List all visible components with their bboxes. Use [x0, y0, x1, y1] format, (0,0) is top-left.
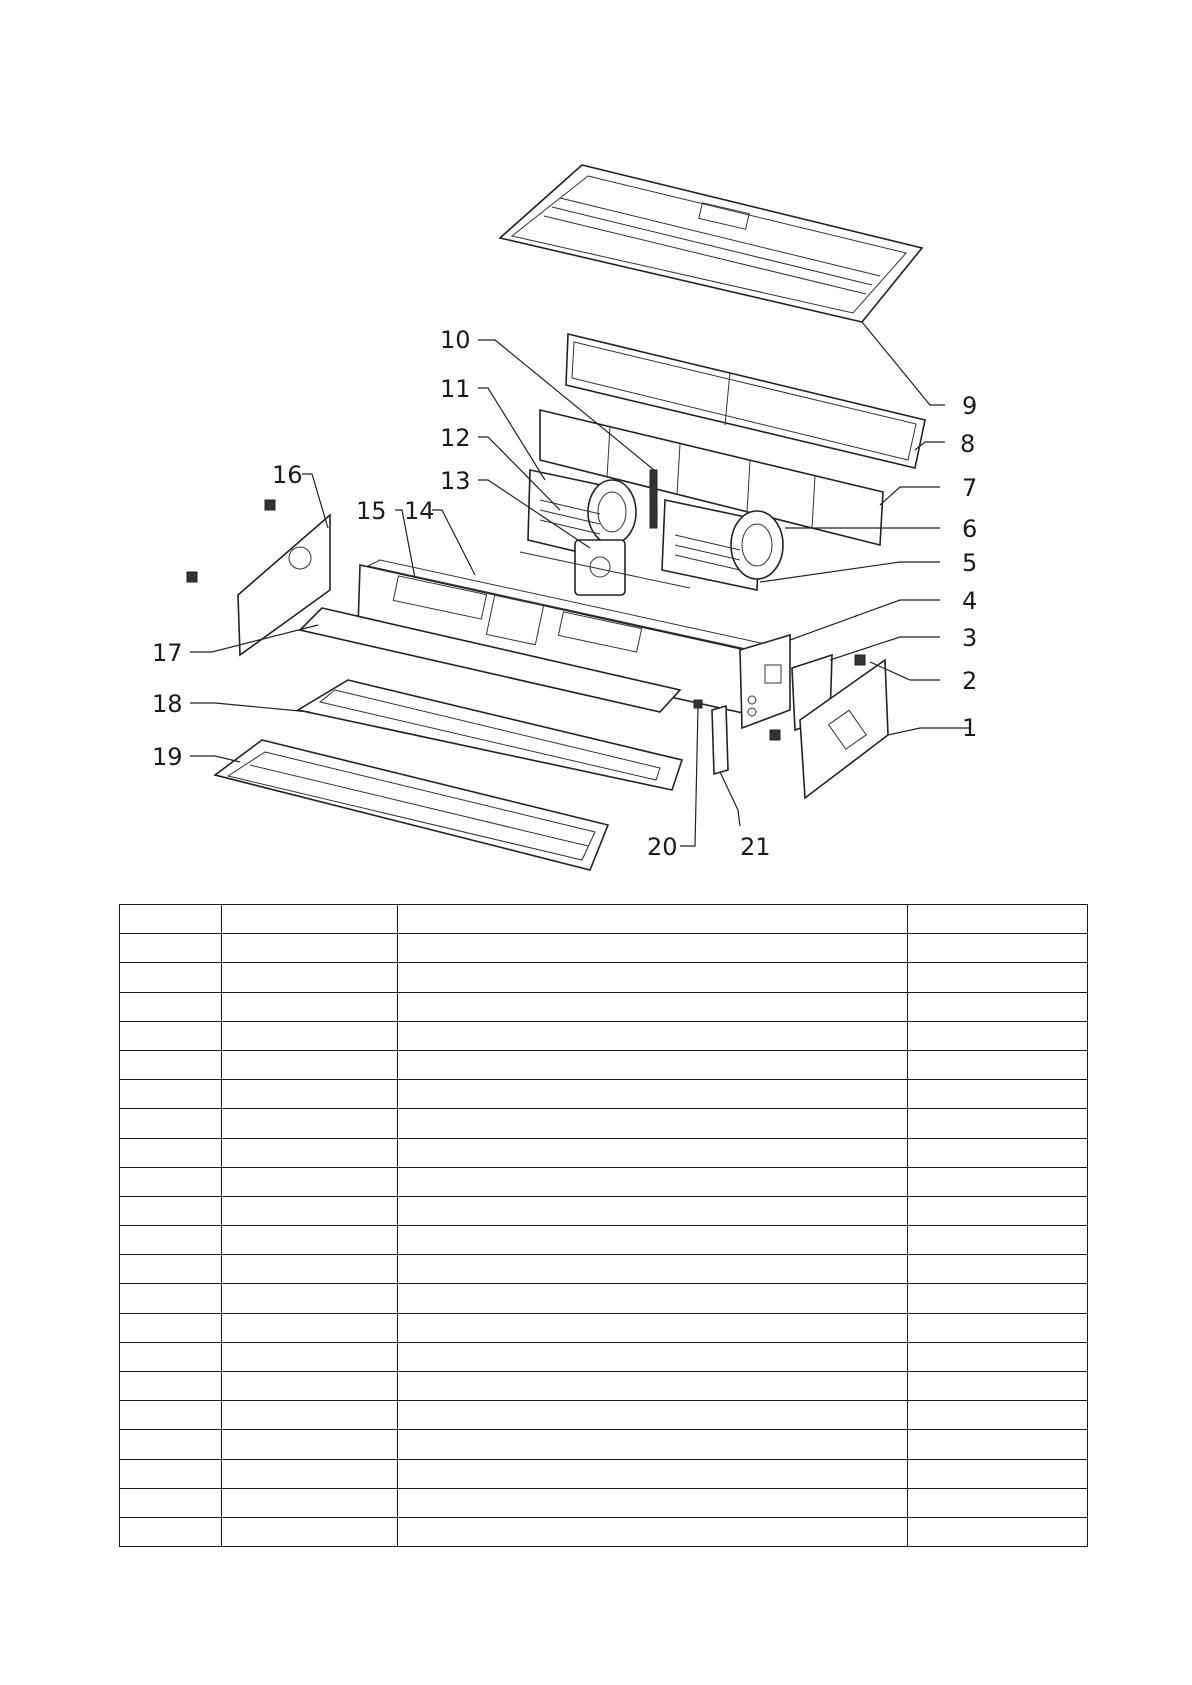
table-cell — [908, 1167, 1088, 1196]
table-cell — [222, 1313, 398, 1342]
table-cell — [908, 1226, 1088, 1255]
table-cell — [120, 1050, 222, 1079]
table-cell — [908, 1080, 1088, 1109]
table-cell — [120, 1167, 222, 1196]
table-row — [120, 1430, 1088, 1459]
callout-9: 9 — [962, 392, 978, 420]
table-row — [120, 1021, 1088, 1050]
callout-15: 15 — [356, 497, 387, 525]
table-row — [120, 1342, 1088, 1371]
table-cell — [222, 1488, 398, 1517]
table-cell — [398, 1167, 908, 1196]
table-cell — [120, 1284, 222, 1313]
table-cell — [222, 934, 398, 963]
table-cell — [908, 992, 1088, 1021]
table-cell — [398, 1109, 908, 1138]
table-cell — [398, 1196, 908, 1225]
right-blower-part — [662, 500, 783, 590]
table-cell — [120, 905, 222, 934]
table-row — [120, 1255, 1088, 1284]
table-cell — [398, 1488, 908, 1517]
top-panel-part — [500, 165, 922, 322]
table-cell — [222, 1050, 398, 1079]
table-cell — [222, 1517, 398, 1546]
callout-2: 2 — [962, 667, 978, 695]
table-cell — [120, 934, 222, 963]
table-cell — [222, 905, 398, 934]
table-row — [120, 1226, 1088, 1255]
table-cell — [908, 1459, 1088, 1488]
table-cell — [398, 1342, 908, 1371]
table-cell — [398, 1021, 908, 1050]
table-cell — [120, 1372, 222, 1401]
callout-21: 21 — [740, 833, 771, 861]
table-row — [120, 1080, 1088, 1109]
table-cell — [222, 1138, 398, 1167]
table-cell — [120, 1488, 222, 1517]
table-cell — [120, 1080, 222, 1109]
table-cell — [908, 1401, 1088, 1430]
table-cell — [120, 992, 222, 1021]
table-cell — [120, 1459, 222, 1488]
table-cell — [120, 963, 222, 992]
table-cell — [120, 1196, 222, 1225]
callout-19: 19 — [152, 743, 183, 771]
table-row — [120, 1517, 1088, 1546]
table-cell — [908, 1196, 1088, 1225]
callout-12: 12 — [440, 424, 471, 452]
table-row — [120, 1138, 1088, 1167]
table-cell — [222, 1255, 398, 1284]
table-cell — [398, 1255, 908, 1284]
table-row — [120, 1372, 1088, 1401]
table-row — [120, 1459, 1088, 1488]
table-cell — [398, 1138, 908, 1167]
table-cell — [908, 1488, 1088, 1517]
table-row — [120, 1313, 1088, 1342]
table-cell — [398, 1401, 908, 1430]
callout-20: 20 — [647, 833, 678, 861]
table-row — [120, 1488, 1088, 1517]
table-cell — [222, 1167, 398, 1196]
table-cell — [398, 1517, 908, 1546]
callout-8: 8 — [960, 430, 976, 458]
table-cell — [120, 1021, 222, 1050]
table-cell — [222, 1021, 398, 1050]
table-cell — [120, 1517, 222, 1546]
bracket-rod-part — [650, 470, 657, 528]
table-row — [120, 905, 1088, 934]
table-cell — [908, 1109, 1088, 1138]
table-row — [120, 1401, 1088, 1430]
callout-3: 3 — [962, 624, 978, 652]
callout-14: 14 — [404, 497, 435, 525]
table-cell — [398, 1226, 908, 1255]
small-plate-part — [694, 700, 702, 708]
callout-4: 4 — [962, 587, 978, 615]
table-cell — [908, 1050, 1088, 1079]
callout-1: 1 — [962, 714, 978, 742]
table-cell — [398, 1313, 908, 1342]
table-cell — [908, 905, 1088, 934]
table-row — [120, 1109, 1088, 1138]
table-cell — [908, 1517, 1088, 1546]
table-cell — [908, 1430, 1088, 1459]
table-row — [120, 1167, 1088, 1196]
table-row — [120, 1196, 1088, 1225]
table-cell — [222, 963, 398, 992]
callout-5: 5 — [962, 549, 978, 577]
terminal-plate-part — [712, 706, 728, 774]
callout-6: 6 — [962, 515, 978, 543]
table-cell — [222, 1372, 398, 1401]
control-box-part — [740, 635, 790, 728]
table-cell — [398, 963, 908, 992]
table-cell — [222, 1196, 398, 1225]
table-row — [120, 963, 1088, 992]
table-cell — [120, 1401, 222, 1430]
callout-17: 17 — [152, 639, 183, 667]
table-cell — [908, 1313, 1088, 1342]
callout-10: 10 — [440, 326, 471, 354]
table-row — [120, 992, 1088, 1021]
table-cell — [398, 1050, 908, 1079]
table-cell — [908, 1021, 1088, 1050]
table-row — [120, 934, 1088, 963]
table-cell — [222, 1342, 398, 1371]
callout-18: 18 — [152, 690, 183, 718]
table-row — [120, 1284, 1088, 1313]
callout-13: 13 — [440, 467, 471, 495]
table-cell — [908, 1138, 1088, 1167]
parts-list-table — [119, 904, 1088, 1547]
table-cell — [120, 1342, 222, 1371]
table-cell — [398, 1430, 908, 1459]
table-cell — [222, 992, 398, 1021]
table-cell — [908, 1342, 1088, 1371]
table-cell — [222, 1284, 398, 1313]
table-cell — [120, 1226, 222, 1255]
table-cell — [222, 1459, 398, 1488]
table-cell — [120, 1255, 222, 1284]
table-cell — [222, 1430, 398, 1459]
table-cell — [908, 1284, 1088, 1313]
table-cell — [120, 1430, 222, 1459]
table-cell — [398, 1459, 908, 1488]
table-cell — [908, 963, 1088, 992]
callout-16: 16 — [272, 461, 303, 489]
table-cell — [222, 1401, 398, 1430]
table-cell — [398, 1080, 908, 1109]
table-cell — [908, 1255, 1088, 1284]
table-row — [120, 1050, 1088, 1079]
table-cell — [398, 905, 908, 934]
table-cell — [908, 1372, 1088, 1401]
table-cell — [120, 1313, 222, 1342]
table-cell — [908, 934, 1088, 963]
table-cell — [120, 1109, 222, 1138]
table-cell — [222, 1080, 398, 1109]
callout-11: 11 — [440, 375, 471, 403]
table-cell — [120, 1138, 222, 1167]
table-cell — [398, 934, 908, 963]
table-cell — [222, 1109, 398, 1138]
table-cell — [222, 1226, 398, 1255]
table-cell — [398, 992, 908, 1021]
table-cell — [398, 1372, 908, 1401]
callout-7: 7 — [962, 474, 978, 502]
table-cell — [398, 1284, 908, 1313]
